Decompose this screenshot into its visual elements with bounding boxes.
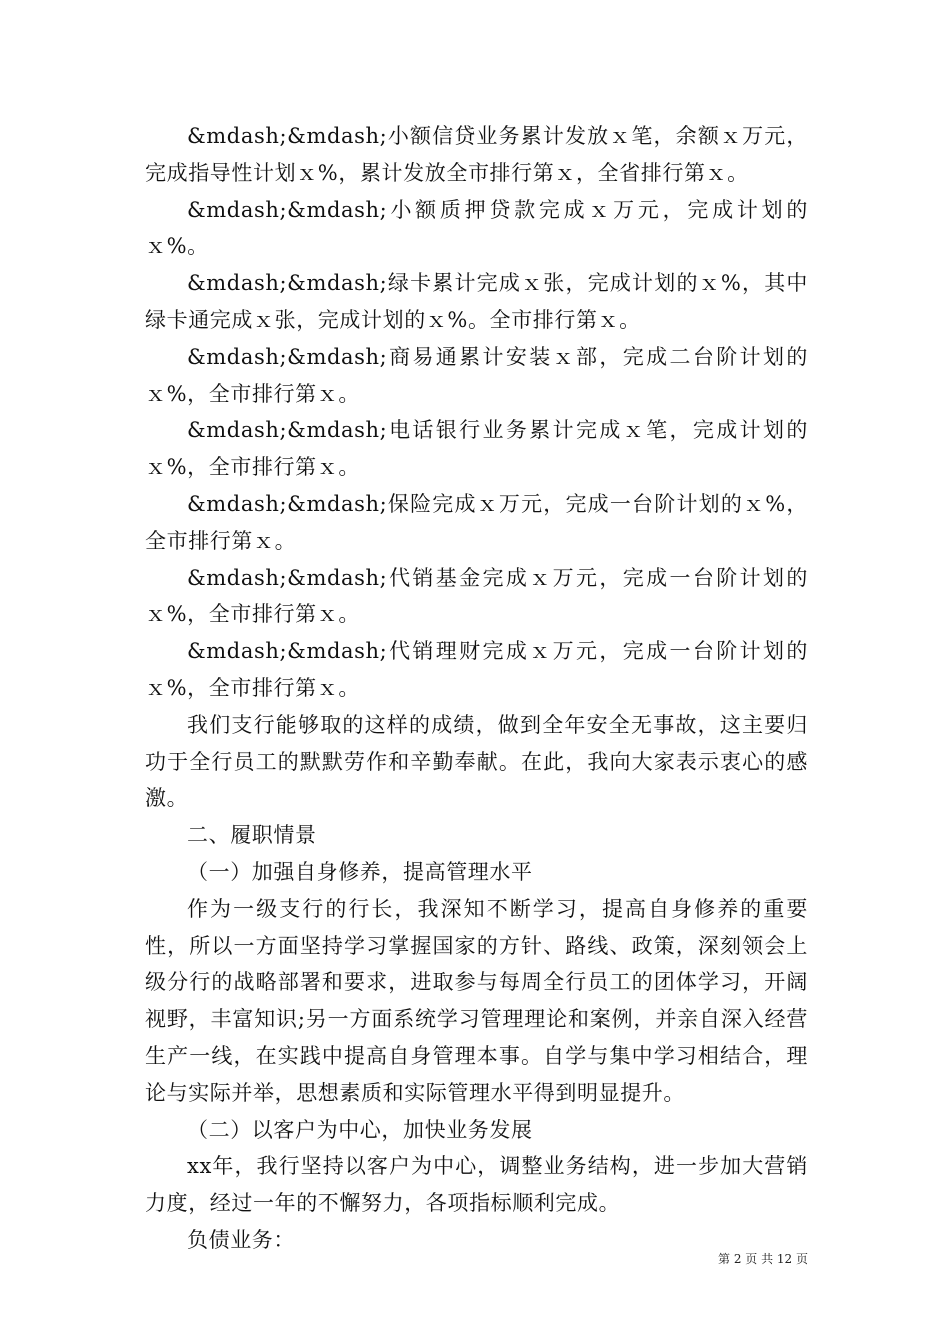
paragraph-achievement-summary: 我们支行能够取的这样的成绩，做到全年安全无事故，这主要归功于全行员工的默默劳作和辛勤奉献。在此，我向大家表示衷心的感激。 [145,712,808,811]
paragraph-self-improvement: 作为一级支行的行长，我深知不断学习，提高自身修养的重要性，所以一方面坚持学习掌握国家的方针、路线、政策，深刻领会上级分行的战略部署和要求，进取参与每周全行员工的团体学习，开阔视野，丰富知识;另一方面系统学习管理理论和案例，并亲自深入经营生产一线，在实践中提高自身管理本事。自学与集中学习相结合，理论与实际并举，思想素质和实际管理水平得到明显提升。 [145,896,808,1105]
paragraph-microcredit: &mdash;&mdash;小额信贷业务累计发放ｘ笔，余额ｘ万元，完成指导性计划ｘ%，累计发放全市排行第ｘ，全省排行第ｘ。 [145,124,808,185]
document-body [145,118,808,1259]
paragraph-shangyitong: &mdash;&mdash;商易通累计安装ｘ部，完成二台阶计划的ｘ%，全市排行第ｘ。 [145,344,808,406]
subsection-heading-customer-centric: （二）以客户为中心，加快业务发展 [187,1117,533,1142]
paragraph-customer-centric: xx年，我行坚持以客户为中心，调整业务结构，进一步加大营销力度，经过一年的不懈努力，各项指标顺利完成。 [145,1154,808,1216]
paragraph-liability-business: 负债业务： [187,1227,295,1252]
paragraph-funds: &mdash;&mdash;代销基金完成ｘ万元，完成一台阶计划的ｘ%，全市排行第ｘ。 [145,565,808,627]
paragraph-green-card: &mdash;&mdash;绿卡累计完成ｘ张，完成计划的ｘ%，其中绿卡通完成ｘ张，完成计划的ｘ%。全市排行第ｘ。 [145,271,808,332]
paragraph-pledge-loan: &mdash;&mdash;小额质押贷款完成ｘ万元，完成计划的ｘ%。 [145,197,808,259]
paragraph-insurance: &mdash;&mdash;保险完成ｘ万元，完成一台阶计划的ｘ%，全市排行第ｘ。 [145,491,808,553]
section-heading-duties: 二、履职情景 [187,823,317,848]
page-number-footer: 第 2 页 共 12 页 [718,1252,808,1266]
subsection-heading-self-improvement: （一）加强自身修养，提高管理水平 [187,859,533,884]
paragraph-wealth-management: &mdash;&mdash;代销理财完成ｘ万元，完成一台阶计划的ｘ%，全市排行第ｘ。 [145,639,808,700]
paragraph-phone-banking: &mdash;&mdash;电话银行业务累计完成ｘ笔，完成计划的ｘ%，全市排行第ｘ。 [145,418,808,480]
